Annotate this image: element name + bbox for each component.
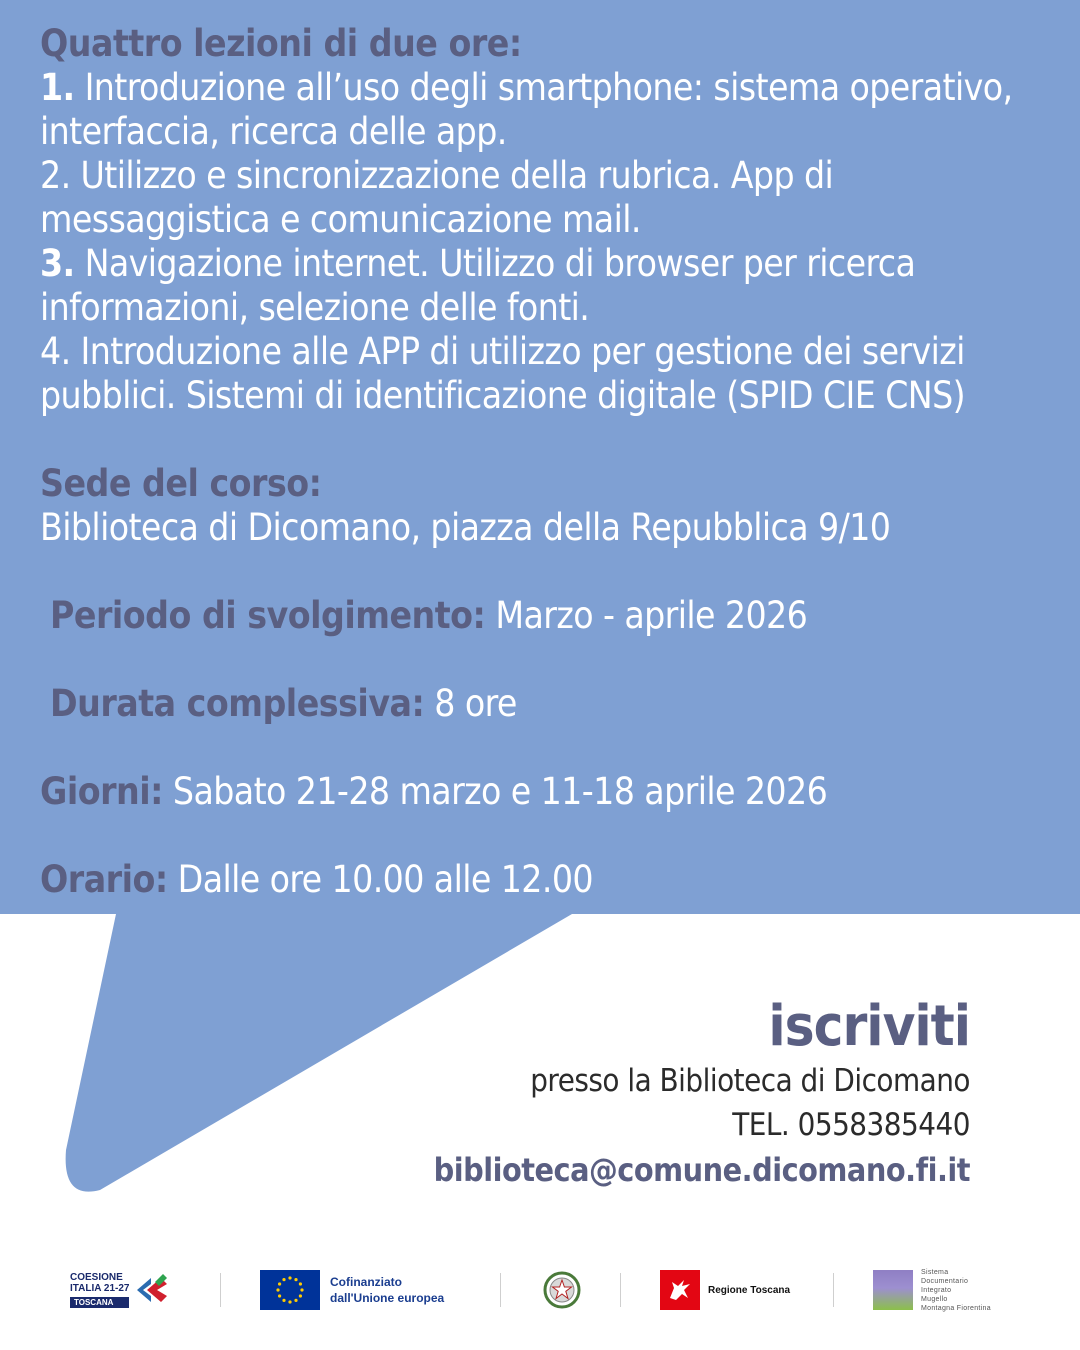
italian-republic-emblem <box>542 1255 582 1325</box>
orario-value: Dalle ore 10.00 alle 12.00 <box>177 858 593 901</box>
giorni-row <box>40 770 1060 814</box>
sede-label: Sede del corso: <box>40 462 322 505</box>
star-emblem-icon <box>542 1270 582 1310</box>
lesson-number: 2. <box>40 154 71 197</box>
lesson-1 <box>40 66 1060 154</box>
regione-toscana-logo <box>660 1255 790 1325</box>
durata-value: 8 ore <box>434 682 517 725</box>
sdi-line: Mugello <box>921 1295 948 1303</box>
lesson-text: Introduzione all’uso degli smartphone: sistema operativo, <box>84 66 1013 109</box>
lesson-text: Utilizzo e sincronizzazione della rubrica. App di <box>80 154 834 197</box>
coesione-line2: ITALIA 21-27 <box>70 1283 130 1294</box>
lesson-text: interfaccia, ricerca delle app. <box>40 110 507 153</box>
sdi-mugello-logo <box>873 1255 991 1325</box>
sede-value: Biblioteca di Dicomano, piazza della Repubblica 9/10 <box>40 506 891 549</box>
lesson-3 <box>40 242 1060 330</box>
eu-line1: Cofinanziato <box>330 1275 402 1289</box>
eu-line2: dall'Unione europea <box>330 1291 445 1305</box>
signup-block <box>434 995 970 1193</box>
lesson-text: informazioni, selezione delle fonti. <box>40 286 590 329</box>
eu-flag-icon <box>260 1270 320 1310</box>
lesson-text: Introduzione alle APP di utilizzo per gestione dei servizi <box>80 330 965 373</box>
coesione-arrows-icon <box>133 1270 169 1310</box>
durata-label: Durata complessiva: <box>50 682 425 725</box>
coesione-band: TOSCANA <box>70 1297 129 1308</box>
coesione-italia-logo <box>70 1255 169 1325</box>
periodo-row <box>40 594 1060 638</box>
signup-phone[interactable]: TEL. 0558385440 <box>732 1107 970 1143</box>
giorni-label: Giorni: <box>40 770 163 813</box>
lesson-2 <box>40 154 1060 242</box>
periodo-label: Periodo di svolgimento: <box>50 594 486 637</box>
giorni-value: Sabato 21-28 marzo e 11-18 aprile 2026 <box>172 770 828 813</box>
durata-row <box>40 682 1060 726</box>
signup-place: presso la Biblioteca di Dicomano <box>530 1063 970 1099</box>
pegasus-icon <box>660 1270 700 1310</box>
sdi-line: Documentario <box>921 1277 969 1285</box>
lesson-number: 1. <box>40 66 75 109</box>
orario-label: Orario: <box>40 858 168 901</box>
sdi-line: Montagna Fiorentina <box>921 1304 991 1312</box>
partner-logos <box>60 1255 1020 1325</box>
course-details <box>40 22 1060 902</box>
coesione-line1: COESIONE <box>70 1272 123 1283</box>
lesson-text: Navigazione internet. Utilizzo di browser per ricerca <box>84 242 916 285</box>
lesson-4 <box>40 330 1060 418</box>
lesson-text: pubblici. Sistemi di identificazione digitale (SPID CIE CNS) <box>40 374 966 417</box>
signup-title: iscriviti <box>768 994 970 1059</box>
periodo-value: Marzo - aprile 2026 <box>495 594 808 637</box>
regione-label: Regione Toscana <box>708 1284 791 1296</box>
signup-email-link[interactable]: biblioteca@comune.dicomano.fi.it <box>433 1151 970 1189</box>
eu-cofinanced-logo <box>260 1255 444 1325</box>
mountain-logo-icon <box>873 1270 913 1310</box>
lesson-number: 3. <box>40 242 75 285</box>
lessons-heading: Quattro lezioni di due ore: <box>40 22 522 65</box>
sdi-line: Sistema <box>921 1268 949 1276</box>
sdi-line: Integrato <box>921 1286 952 1294</box>
lesson-number: 4. <box>40 330 71 373</box>
orario-row <box>40 858 1060 902</box>
lesson-text: messaggistica e comunicazione mail. <box>40 198 641 241</box>
